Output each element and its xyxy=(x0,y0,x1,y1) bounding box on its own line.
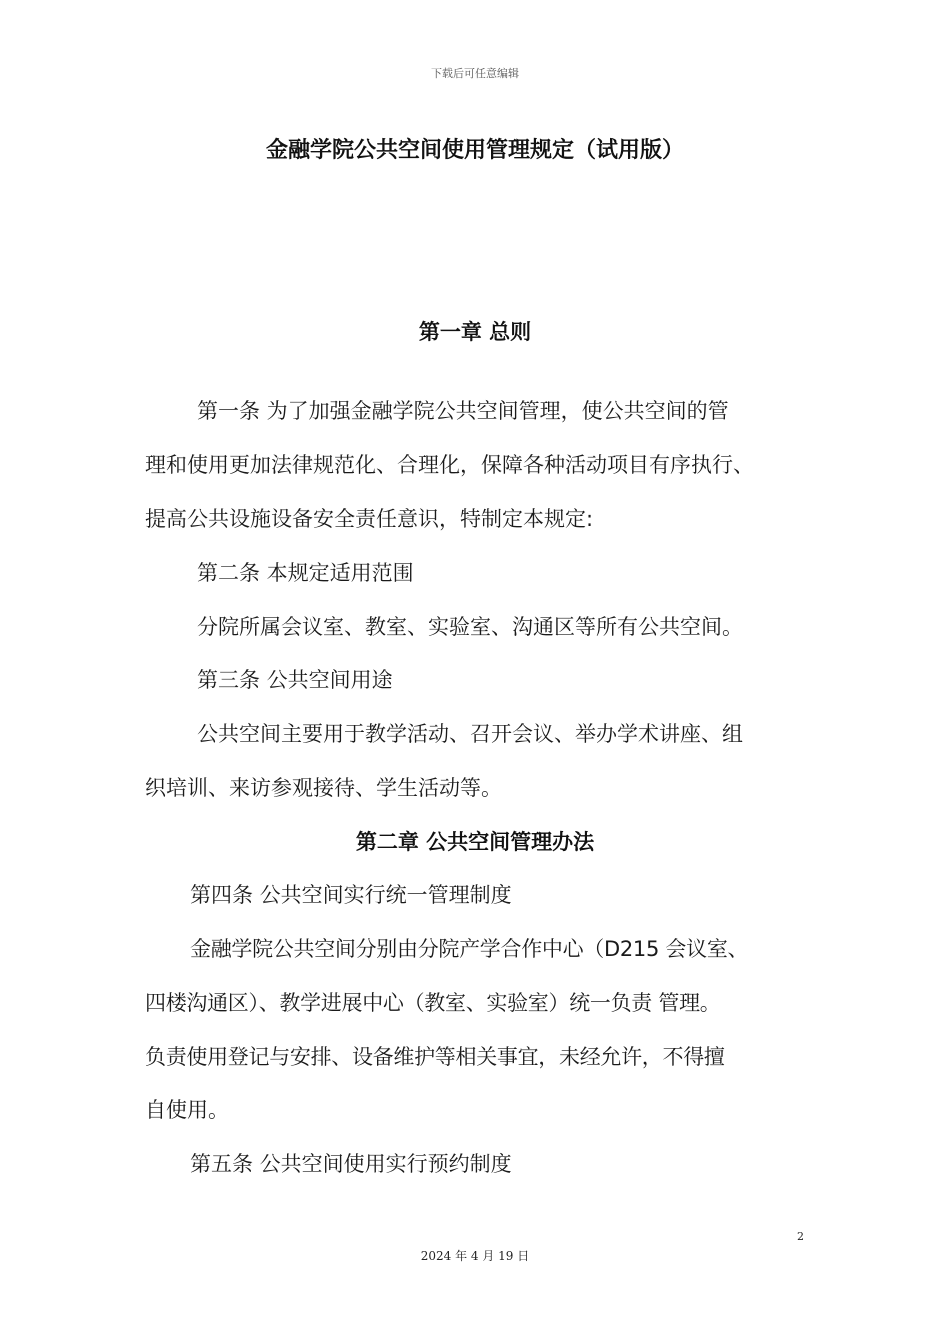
article-4-heading: 第四条 公共空间实行统一管理制度 xyxy=(190,883,512,907)
chapter-1-title: 第一章 总则 xyxy=(418,320,532,344)
article-1-line-2: 理和使用更加法律规范化、合理化，保障各种活动项目有序执行、 xyxy=(145,453,754,477)
article-4-line-1: 金融学院公共空间分别由分院产学合作中心（D215 会议室、 xyxy=(190,937,749,961)
article-3-line-1: 公共空间主要用于教学活动、召开会议、举办学术讲座、组 xyxy=(197,722,743,746)
article-4-line-3: 负责使用登记与安排、设备维护等相关事宜，未经允许，不得擅 xyxy=(145,1045,725,1069)
article-3-line-2: 织培训、来访参观接待、学生活动等。 xyxy=(145,776,502,800)
article-2-heading: 第二条 本规定适用范围 xyxy=(197,561,414,585)
article-4-line-2: 四楼沟通区）、教学进展中心（教室、实验室）统一负责 管理。 xyxy=(145,991,721,1015)
article-5-heading: 第五条 公共空间使用实行预约制度 xyxy=(190,1152,512,1176)
article-1-line-1: 第一条 为了加强金融学院公共空间管理，使公共空间的管 xyxy=(197,399,729,423)
article-1-line-3: 提高公共设施设备安全责任意识，特制定本规定: xyxy=(145,507,594,531)
article-3-heading: 第三条 公共空间用途 xyxy=(197,668,393,692)
page-number: 2 xyxy=(797,1230,804,1243)
chapter-2-title: 第二章 公共空间管理办法 xyxy=(355,830,595,854)
article-4-line-4: 自使用。 xyxy=(145,1098,229,1122)
article-2-body: 分院所属会议室、教室、实验室、沟通区等所有公共空间。 xyxy=(197,615,743,639)
page-header-note: 下载后可任意编辑 xyxy=(431,67,519,80)
document-title: 金融学院公共空间使用管理规定（试用版） xyxy=(265,138,684,163)
page-date: 2024 年 4 月 19 日 xyxy=(420,1249,530,1263)
